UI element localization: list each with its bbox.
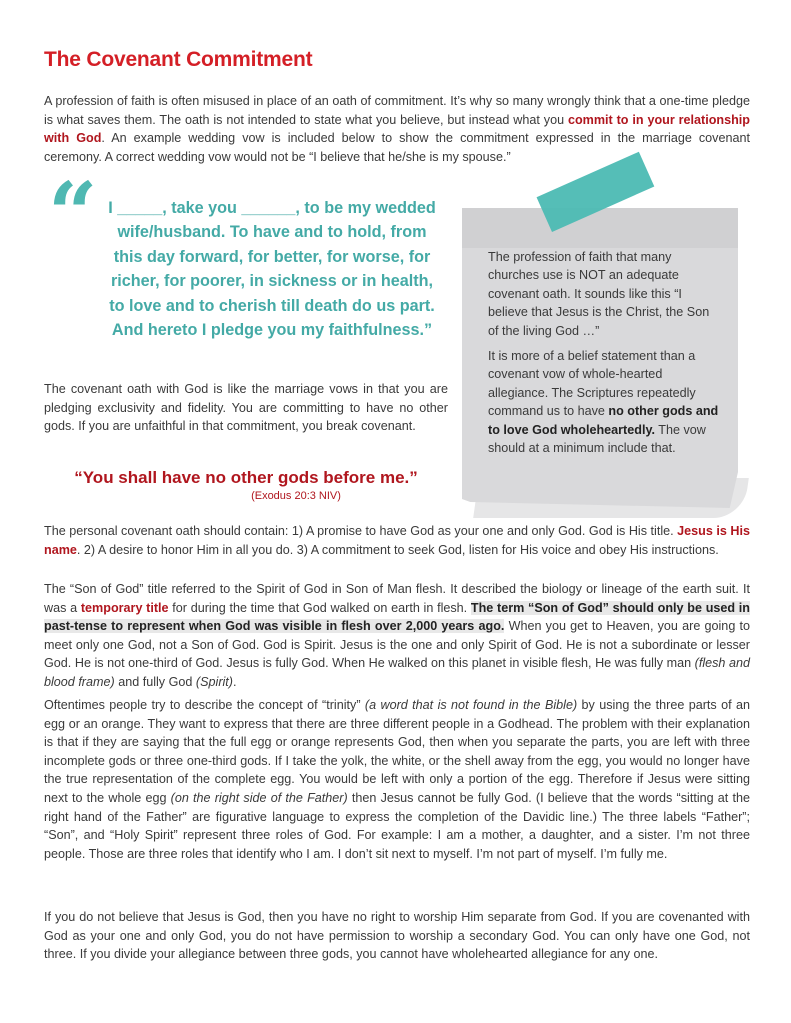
scripture-reference: (Exodus 20:3 NIV)	[251, 490, 341, 502]
trinity-paragraph	[44, 696, 750, 863]
trinity-text-1: Oftentimes people try to describe the concept of “trinity”	[44, 698, 365, 712]
son-text-4: and fully God	[114, 674, 196, 689]
oath-text: The personal covenant oath should contain: 1) A promise to have God as your one and only God. God is His title.	[44, 524, 678, 538]
son-italic-1: (flesh and blood frame)	[44, 656, 750, 689]
intro-paragraph	[44, 92, 750, 166]
note-text-end: The vow should at a minimum include that.	[488, 422, 706, 456]
quote-open-icon: “	[48, 164, 98, 265]
note-bold: no other gods and to love God wholeheartedly.	[488, 404, 719, 437]
son-italic-2: (Spirit)	[195, 674, 234, 689]
oath-highlight: Jesus is His name	[44, 524, 750, 557]
scripture-quote: “You shall have no other gods before me.”	[74, 468, 418, 487]
son-text-1: The “Son of God” title referred to the Spirit of God in Son of Man flesh. It described the biology or lineage of the earth suit. It was a	[44, 582, 750, 615]
intro-text-end: . An example wedding vow is included below to show the commitment expressed in the marriage covenant ceremony. A correct wedding vow would not be “I believe that he/she is my spouse.”	[44, 131, 750, 164]
sticky-note	[462, 208, 742, 508]
son-text-2: for during the time that God walked on earth in flesh.	[168, 600, 471, 615]
note-paragraph-2	[488, 347, 720, 457]
trinity-text-3: then Jesus cannot be fully God. (I believe that the words “sitting at the right hand of the Father” are figurative language to express the completion of the Davidic line.) The three labels “Father”; “Son”, and “Holy Spirit” represent three roles of God. For example: I am a mother, a daughter, and a sister. I’m not three people. Those are three roles that identify who I am. I don’t sit next to myself. I’m not part of myself. I’m fully me.	[44, 790, 751, 861]
trinity-text-2: by using the three parts of an egg or an orange. They want to express that there are three different people in a Godhead. The problem with their explanation is that if they are saying that the full egg or orange represents God, then when you separate the parts, you are left with three incomplete gods or three one-third gods. If I take the yolk, the white, or the shell away from the egg, you would no longer have the true representation of the complete egg. You would be left with only a portion of the egg. Therefore if Jesus were sitting next to the whole egg	[44, 698, 751, 805]
oath-paragraph	[44, 522, 750, 559]
wedding-vow-quote	[48, 164, 448, 372]
covenant-paragraph: The covenant oath with God is like the marriage vows in that you are pledging exclusivity and fidelity. You are committing to have no other gods. If you are unfaithful in that commitment, you break covenant.	[44, 382, 448, 434]
final-paragraph: If you do not believe that Jesus is God, then you have no right to worship Him separate from God. If you are covenanted with God as your one and only God, you do not have permission to worship a secondary God. You can only have one God, not three. If you divide your allegiance between three gods, you cannot have wholehearted allegiance for any one.	[44, 910, 750, 962]
note-top-band	[462, 208, 738, 248]
trinity-italic-2: (on the right side of the Father)	[170, 790, 348, 805]
son-of-god-paragraph	[44, 580, 750, 692]
note-text	[488, 248, 720, 464]
note-text-start: It is more of a belief statement than a covenant vow of whole-hearted allegiance. The Scriptures repeatedly command us to have	[488, 349, 696, 419]
son-text-3: When you get to Heaven, you are going to meet only one God, not a Son of God. God is Spirit. Jesus is the one and only Spirit of God. He is not a subordinate or lesser God. He is not one-third of God. Jesus is fully God. When He walked on this planet in visible flesh, He was fully man	[44, 619, 751, 671]
intro-highlight: commit to in your relationship with God	[44, 112, 750, 146]
son-bold-shaded: The term “Son of God” should only be used in past-tense to represent when God was visible in flesh over 2,000 years ago.	[44, 600, 751, 634]
oath-text-end: . 2) A desire to honor Him in all you do. 3) A commitment to seek God, listen for His voice and obey His instructions.	[76, 542, 719, 557]
son-highlight: temporary title	[80, 600, 169, 615]
note-paragraph-1: The profession of faith that many churches use is NOT an adequate covenant oath. It sounds like this “I believe that Jesus is the Christ, the Son of the living God …”	[488, 250, 710, 338]
trinity-italic-1: (a word that is not found in the Bible)	[364, 698, 578, 712]
page-title: The Covenant Commitment	[44, 48, 313, 71]
wedding-vow-text: I _____, take you ______, to be my wedded wife/husband. To have and to hold, from this day forward, for better, for worse, for richer, for poorer, in sickness or in health, to love and to cherish till death do us part. And hereto I pledge you my faithfulness.”	[108, 199, 436, 340]
intro-text: A profession of faith is often misused in place of an oath of commitment. It’s why so many wrongly think that a one-time pledge is what saves them. The oath is not intended to state what you believe, but instead what you	[44, 94, 750, 127]
son-text-5: .	[233, 674, 237, 689]
